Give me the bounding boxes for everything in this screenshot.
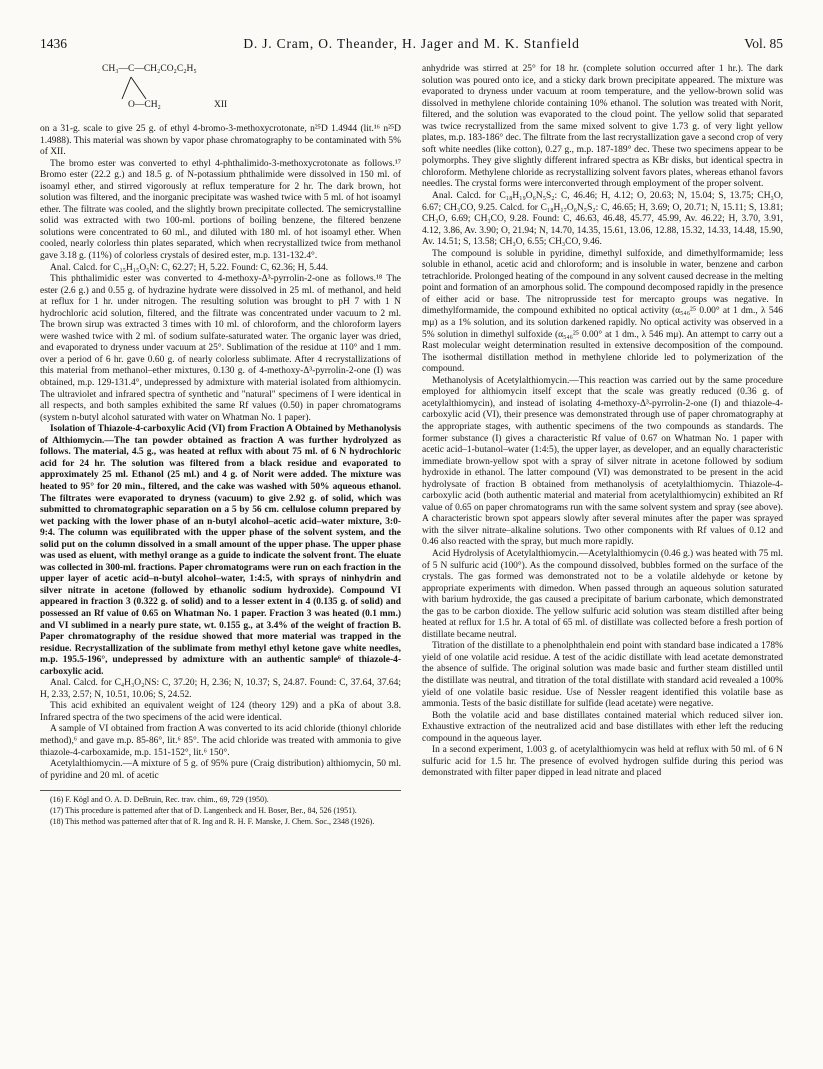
right-paragraph-3: The compound is soluble in pyridine, dimethyl sulfoxide, and dimethylformamide; less soluble in ethanol, acetic acid and chloroform; and is insoluble in water, benzene and carbon tetrachloride. Prolonged heating of the compound in any solvent caused decrease in the melting point and formation of an amorphous solid. The compound decomposed rapidly in the presence of either acid or base. The nitroprusside test for mercapto groups was negative. In dimethylformamide, the compound exhibited no optical activity (α₅₄₆²⁵ 0.00° at 1 dm., λ 546 mμ) as a 1% solution, and its solution darkened rapidly. No optical activity was observed in a 5% solution in dimethyl sulfoxide (α₅₄₆²⁵ 0.00° at 1 dm., λ 546 mμ). An attempt to carry out a Rast molecular weight determination resulted in extensive decomposition of the compound. The isothermal distillation method in methylene chloride led to polymerization of the compound. (422, 248, 783, 375)
right-paragraph-7: Both the volatile acid and base distillates contained material which reduced silver ion. Exhaustive extraction of the neutralized acid and base distillates with ether left the reducing compound in the aqueous layer. (422, 710, 783, 744)
left-column (40, 64, 401, 1039)
right-paragraph-2: Anal. Calcd. for C₁₈H₁₉O₆N₅S₂: C, 46.46; H, 4.12; O, 20.63; N, 15.04; S, 13.75; CH₃O, 6.67; CH₃CO, 9.25. Calcd. for C₁₈H₁₇O₆N₅S₂: C, 46.65; H, 3.69; O, 20.71; N, 15.11; S, 13.81; CH₃O, 6.69; CH₃CO, 9.28. Found: C, 46.63, 46.48, 45.77, 45.99, Av. 46.22; H, 3.70, 3.91, 4.12, 3.86, Av. 3.90; O, 21.94; N, 14.70, 14.35, 15.61, 13.06, 12.88, 15.32, 14.33, 14.48, 15.90, Av. 14.51; S, 13.58; CH₃O, 6.55; CH₃CO, 9.46. (422, 191, 783, 248)
volume-label: Vol. 85 (744, 36, 783, 51)
footnote-17: (17) This procedure is patterned after that of D. Langenbeck and H. Boser, Ber., 84, 526 (1951). (50, 806, 357, 816)
authors-line: D. J. Cram, O. Theander, H. Jager and M. K. Stanfield (243, 36, 580, 51)
right-column (422, 64, 783, 1039)
left-paragraph-7: This acid exhibited an equivalent weight of 124 (theory 129) and a pKa of about 3.8. Infrared spectra of the two specimens of the acid were identical. (40, 701, 401, 723)
left-paragraph-8: A sample of VI obtained from fraction A was converted to its acid chloride (thionyl chloride method),⁶ and gave m.p. 85-86°, lit.⁶ 85°. The acid chloride was treated with ammonia to give thiazole-4-carboxamide, m.p. 151-152°, lit.⁶ 150°. (40, 724, 401, 758)
right-paragraph-5: Acid Hydrolysis of Acetylalthiomycin.—Acetylalthiomycin (0.46 g.) was heated with 75 ml. of 5 N sulfuric acid (100°). As the compound dissolved, bubbles formed on the surface of the crystals. The gas formed was demonstrated not to be a volatile aldehyde or ketone by appropriate experiments with dimedon. When passed through an aqueous solution saturated with barium hydroxide, the gas caused a precipitate of barium carbonate, which demonstrated the gas to be carbon dioxide. The yellow sulfuric acid solution was steam distilled after being heated at reflux for 1.5 hr. A total of 65 ml. of distillate was collected before a fresh portion of distillate became neutral. (422, 548, 783, 640)
structure-line-1: CH₃—C—CH₂CO₂C₂H₅ (102, 64, 197, 74)
left-paragraph-5: Isolation of Thiazole-4-carboxylic Acid (VI) from Fraction A Obtained by Methanolysis of Althiomycin.—The tan powder obtained as fraction A was further hydrolyzed as follows. The material, 4.5 g., was heated at reflux with about 75 ml. of 6 N hydrochloric acid for 24 hr. The solution was filtered from a black residue and evaporated to approximately 25 ml. Ethanol (25 ml.) and 4 g. of Norit were added. The mixture was heated to 95° for 20 min., filtered, and the cake was washed with 50% aqueous ethanol. The filtrates were evaporated to dryness (vacuum) to give 2.92 g. of solid, which was submitted to chromatographic separation on a 5 by 56 cm. cellulose column prepared by wet packing with the lower phase of an n-butyl alcohol–acetic acid–water mixture, 3:0-9:4. The column was equilibrated with the upper phase of the solvent system, and the solid put on the column dissolved in a small amount of the upper phase. The upper phase was used as eluent, with methyl orange as a guide to indicate the solvent front. The eluate was collected in 300-ml. fractions. Paper chromatograms were run on each fraction in the upper layer of acetic acid–n-butyl alcohol–water, 1:4:5, with sprays of ninhydrin and silver nitrate in acetone (followed by ethanolic sodium hydroxide). Compound VI appeared in fraction 3 (0.322 g. of solid) and to a lesser extent in 4 (0.135 g. of solid) and possessed an Rf value of 0.65 on Whatman No. 1 paper. Fraction 3 was heated (0.1 mm.) and VI sublimed in a nearly pure state, wt. 0.155 g., at 3.4% of the weight of fraction B. Paper chromatography of the residue showed that more material was trapped in the residue. Recrystallization of the sublimate from methyl ethyl ketone gave white needles, m.p. 195.5-196°, undepressed by admixture with an authentic sample⁶ of thiazole-4-carboxylic acid. (40, 424, 401, 677)
ring-bond-left (122, 77, 131, 99)
structure-xii (102, 64, 401, 124)
left-paragraph-1: on a 31-g. scale to give 25 g. of ethyl 4-bromo-3-methoxycrotonate, n²⁵D 1.4944 (lit.¹⁶ n²⁵D 1.4988). This material was shown by vapor phase chromatography to be contaminated with 5% of XII. (40, 124, 401, 158)
ring-bond-right (131, 77, 146, 99)
left-paragraph-9: Acetylalthiomycin.—A mixture of 5 g. of 95% pure (Craig distribution) althiomycin, 50 ml. of pyridine and 20 ml. of acetic (40, 759, 401, 781)
running-header (40, 36, 783, 56)
right-paragraph-1: anhydride was stirred at 25° for 18 hr. (complete solution occurred after 1 hr.). The dark solution was poured onto ice, and a sticky dark brown precipitate appeared. The mixture was evaporated to dryness under vacuum at room temperature, and the yellow-brown solid was dissolved in methylene chloride containing 10% ethanol. The solution was treated with Norit, filtered, and the solution was evaporated to the cloud point. The yellow solid that separated was twice recrystallized from the same mixed solvent to give 1.73 g. of very light yellow plates, m.p. 183-186° dec. The filtrate from the last recrystallization gave a second crop of very soft white needles (like cotton), 0.27 g., m.p. 187-189° dec. These two specimens appear to be polymorphs. They give slightly different infrared spectra as KBr disks, but identical spectra in chloroform. Methylene chloride as recrystallizing solvent favors plates, whereas ethanol favors needles. The crystal forms were interconverted through employment of the proper solvent. (422, 64, 783, 190)
left-paragraph-3: Anal. Calcd. for C₁₅H₁₅O₅N: C, 62.27; H, 5.22. Found: C, 62.36; H, 5.44. (50, 262, 329, 273)
left-paragraph-6: Anal. Calcd. for C₄H₃O₂NS: C, 37.20; H, 2.36; N, 10.37; S, 24.87. Found: C, 37.64, 37.64; H, 2.33, 2.57; N, 10.51, 10.06; S, 24.52. (40, 678, 401, 700)
footnotes (40, 790, 401, 827)
right-paragraph-4: Methanolysis of Acetylalthiomycin.—This reaction was carried out by the same procedure employed for althiomycin itself except that the scale was greatly reduced (0.36 g. of acetylalthiomycin), and instead of isolating 4-methoxy-Δ³-pyrrolin-2-one (I) and thiazole-4-carboxylic acid (VI), their presence was demonstrated through use of paper chromatography at the appropriate stages, with authentic specimens of the two compounds as standards. The former substance (I) gives a characteristic Rf value of 0.67 on Whatman No. 1 paper with acetic acid–1-butanol–water (1:4:5), the upper layer, as developer, and an equally characteristic immediate brown-yellow spot with a spray of silver nitrate in acetone followed by sodium hydroxide in ethanol. The latter compound (VI) was demonstrated to be present in the acid hydrolysate of fraction B obtained from methanolysis of acetylalthiomycin. Thiazole-4-carboxylic acid (both authentic material and material from acetylalthiomycin) exhibited an Rf value of 0.65 on paper chromatograms run with the same solvent system and spray (see above). A characteristic brown spot appears slowly after several minutes after the paper was sprayed with the silver nitrate–alkaline solutions. Two other components with Rf values of 0.12 and 0.46 also reacted with the spray, but much more rapidly. (422, 375, 783, 548)
epoxide-ring-lines (102, 64, 222, 124)
left-paragraph-4: This phthalimidic ester was converted to 4-methoxy-Δ³-pyrrolin-2-one as follows.¹⁸ The ester (2.6 g.) and 0.55 g. of hydrazine hydrate were dissolved in 25 ml. of methanol, and held at reflux for 1 hr. under nitrogen. The resulting solution was brought to pH 7 with 1 N hydrochloric acid solution, filtered, and the filtrate was concentrated under vacuum to 2 ml. The brown sirup was extracted 3 times with 10 ml. of chloroform, and the chloroform layers were washed twice with 2 ml. of sodium sulfate-saturated water. The organic layer was dried, and evaporated to dryness under vacuum at 25°. Sublimation of the residue at 110° and 1 mm. over a period of 6 hr. gave 0.60 g. of nearly colorless sublimate. After 4 recrystallizations of this material from methanol–ether mixtures, 0.130 g. of 4-methoxy-Δ³-pyrrolin-2-one (I) was obtained, m.p. 129-131.4°, undepressed by admixture with material isolated from althiomycin. The ultraviolet and infrared spectra of synthetic and "natural" specimens of I were identical in all respects, and both samples exhibited the same Rf values (0.50) in paper chromatograms (system n-butyl alcohol saturated with water on Whatman No. 1 paper). (40, 274, 401, 423)
structure-label: XII (214, 100, 228, 110)
right-paragraph-6: Titration of the distillate to a phenolphthalein end point with standard base indicated a 178% yield of one volatile acid residue. A test of the acidic distillate with lead acetate demonstrated the absence of sulfide. The original solution was made basic and further steam distilled until the distillate was neutral, and titration of the total distillate with standard acid revealed a 100% yield of one volatile basic residue. Use of Nessler reagent identified this volatile base as ammonia. Tests of the basic distillate for sulfide (lead acetate) were negative. (422, 641, 783, 710)
left-paragraph-2: The bromo ester was converted to ethyl 4-phthalimido-3-methoxycrotonate as follows.¹⁷ Bromo ester (22.2 g.) and 18.5 g. of N-potassium phthalimide were dissolved in 150 ml. of isoamyl ether, and stirred vigorously at reflux temperature for 2 hr. The dark brown, hot solution was filtered, and the inorganic precipitate was washed twice with 5 ml. of hot isoamyl ether. The filtrate was cooled, and the slightly brown precipitate collected. The semicrystalline solid was extracted with two 100-ml. portions of boiling benzene, the filtered benzene solutions were concentrated to 60 ml., and diluted with 180 ml. of hot isoamyl ether. When cooled, nearly colorless thin plates separated, which when recrystallized twice from methanol gave 3.18 g. (11%) of colorless crystals of desired ester, m.p. 131-132.4°. (40, 158, 401, 262)
footnote-18: (18) This method was patterned after that of R. Ing and R. H. F. Manske, J. Chem. Soc., 2348 (1926). (50, 817, 375, 827)
page-number: 1436 (40, 36, 67, 51)
right-paragraph-8: In a second experiment, 1.003 g. of acetylalthiomycin was held at reflux with 50 ml. of 6 N sulfuric acid for 1.5 hr. The presence of evolved hydrogen sulfide during this period was demonstrated with filter paper dipped in lead nitrate and placed (422, 745, 783, 779)
footnote-16: (16) F. Kögl and O. A. D. DeBruin, Rec. trav. chim., 69, 729 (1950). (50, 795, 269, 805)
structure-line-2: O—CH₂ (128, 100, 161, 110)
